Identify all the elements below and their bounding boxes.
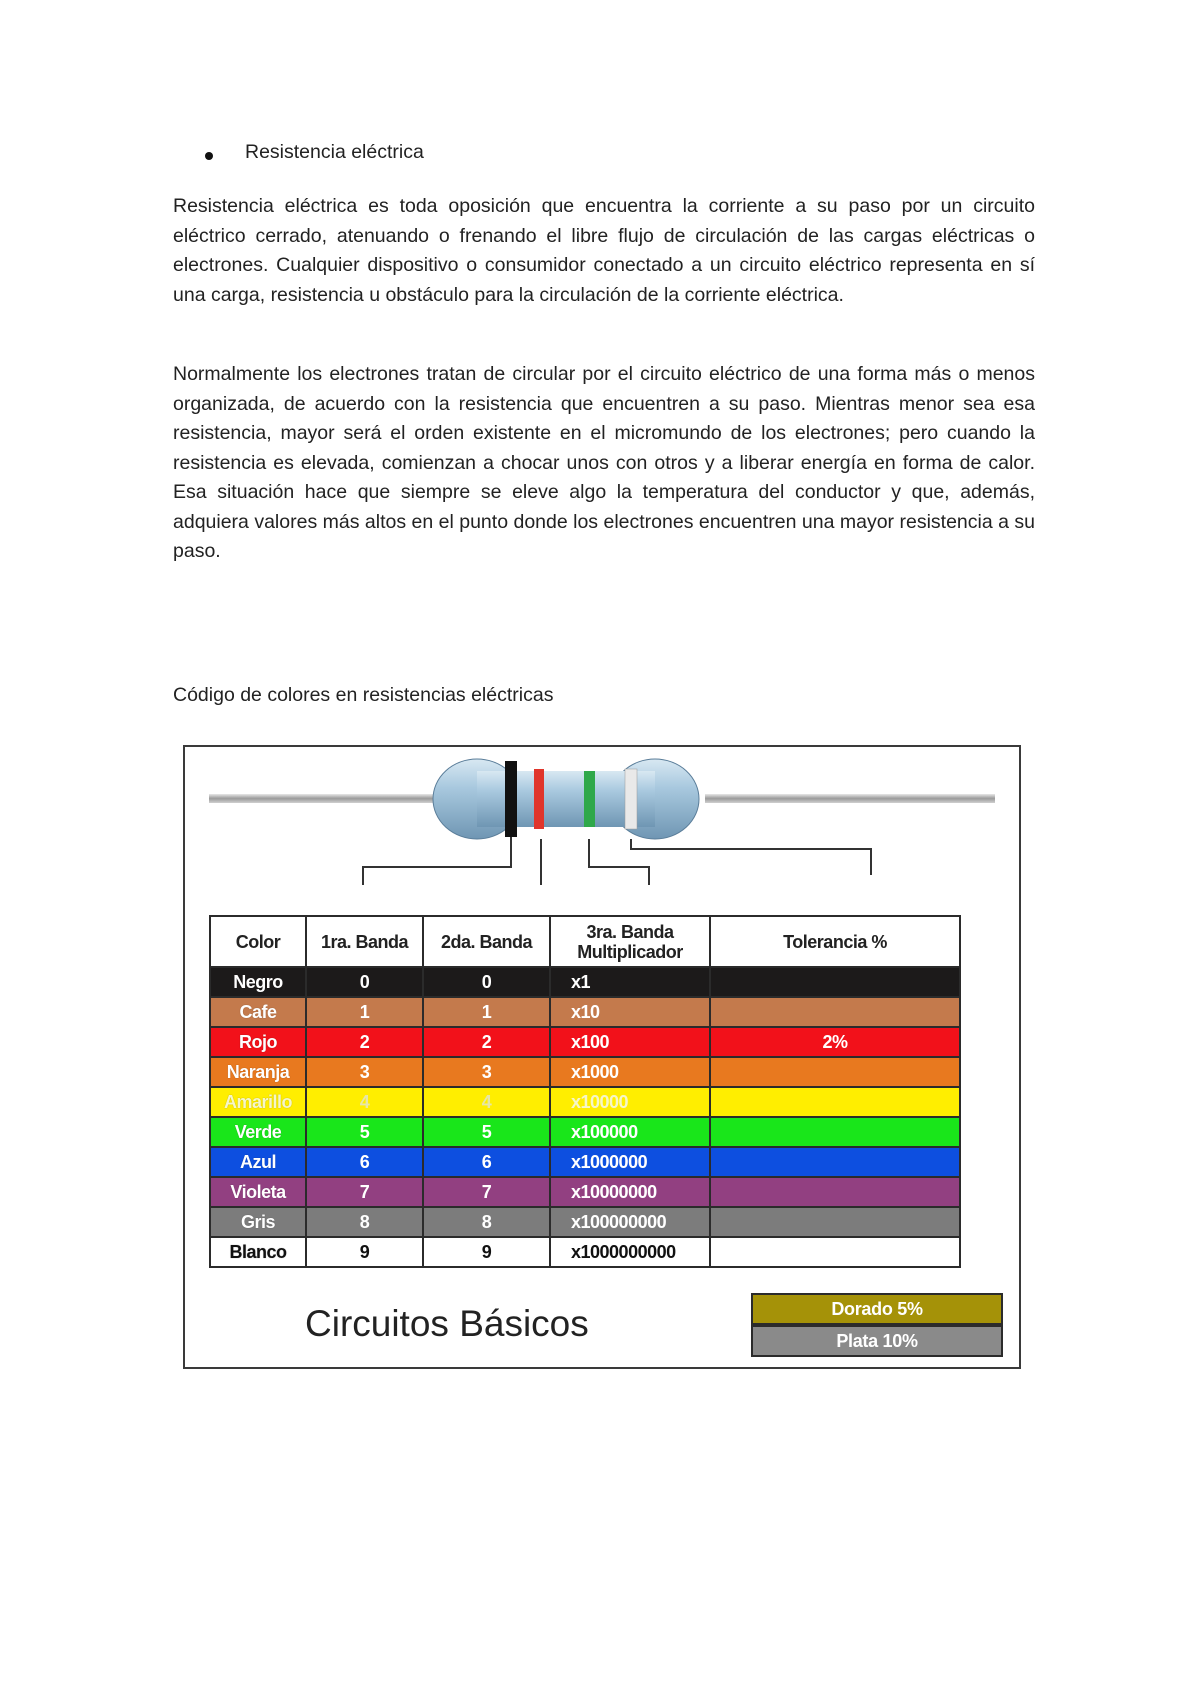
- table-row: [210, 1207, 960, 1237]
- table-row: [210, 1147, 960, 1177]
- band-silver: [625, 769, 637, 829]
- row-band-1: 2: [306, 1027, 423, 1057]
- color-code-table: [209, 915, 961, 1268]
- row-tolerance: [710, 1207, 960, 1237]
- band-pointer-lines: [363, 837, 871, 885]
- row-multiplier: x100000: [550, 1117, 710, 1147]
- row-band-1: 8: [306, 1207, 423, 1237]
- band-green: [584, 771, 595, 827]
- table-row: [210, 997, 960, 1027]
- header-tolerance: Tolerancia %: [710, 916, 960, 967]
- row-tolerance: [710, 1057, 960, 1087]
- header-band-2: 2da. Banda: [423, 916, 550, 967]
- table-row: [210, 1177, 960, 1207]
- table-row: [210, 1237, 960, 1267]
- row-tolerance: [710, 1147, 960, 1177]
- table-row: [210, 1087, 960, 1117]
- row-multiplier: x1000: [550, 1057, 710, 1087]
- resistor-body: [433, 759, 699, 839]
- row-color-name: Violeta: [210, 1177, 306, 1207]
- row-color-name: Rojo: [210, 1027, 306, 1057]
- row-color-name: Negro: [210, 967, 306, 997]
- row-multiplier: x10: [550, 997, 710, 1027]
- resistor-illustration: [185, 747, 1019, 907]
- row-color-name: Blanco: [210, 1237, 306, 1267]
- header-band-3-line1: 3ra. Banda: [586, 921, 674, 942]
- row-band-2: 4: [423, 1087, 550, 1117]
- paragraph-1: Resistencia eléctrica es toda oposición que encuentra la corriente a su paso por un circuito eléctrico cerrado, atenuando o frenando el libre flujo de circulación de las cargas eléctricas o electrones. Cualquier dispositivo o consumidor conectado a un circuito eléctrico representa en sí una carga, resistencia u obstáculo para la circulación de la corriente eléctrica.: [173, 195, 1035, 306]
- row-tolerance: 2%: [710, 1027, 960, 1057]
- tolerance-silver-label: Plata 10%: [836, 1331, 918, 1351]
- band-red: [534, 769, 544, 829]
- row-band-1: 4: [306, 1087, 423, 1117]
- row-band-2: 1: [423, 997, 550, 1027]
- band-black: [505, 761, 517, 837]
- row-multiplier: x1000000000: [550, 1237, 710, 1267]
- row-band-2: 7: [423, 1177, 550, 1207]
- table-row: [210, 1117, 960, 1147]
- row-tolerance: [710, 967, 960, 997]
- table-row: [210, 1057, 960, 1087]
- row-band-2: 9: [423, 1237, 550, 1267]
- row-color-name: Gris: [210, 1207, 306, 1237]
- row-color-name: Naranja: [210, 1057, 306, 1087]
- header-color: Color: [210, 916, 306, 967]
- tolerance-gold-label: Dorado 5%: [831, 1299, 923, 1319]
- row-multiplier: x1000000: [550, 1147, 710, 1177]
- row-band-2: 5: [423, 1117, 550, 1147]
- row-band-2: 0: [423, 967, 550, 997]
- row-band-1: 0: [306, 967, 423, 997]
- row-band-1: 6: [306, 1147, 423, 1177]
- paragraph-2: Normalmente los electrones tratan de circular por el circuito eléctrico de una forma más o menos organizada, de acuerdo con la resistencia que encuentren a su paso. Mientras menor sea esa resistencia, mayor será el orden existente en el micromundo de los electrones; pero cuando la resistencia es elevada, comienzan a chocar unos con otros y a liberar energía en forma de calor. Esa situación hace que siempre se eleve algo la temperatura del conductor y que, además, adquiera valores más altos en el punto donde los electrones encuentren una mayor resistencia a su paso.: [173, 363, 1035, 562]
- row-multiplier: x10000: [550, 1087, 710, 1117]
- bullet-heading-label: Resistencia eléctrica: [245, 141, 424, 163]
- row-band-1: 3: [306, 1057, 423, 1087]
- header-band-3: [550, 916, 710, 967]
- color-code-figure: [183, 745, 1021, 1369]
- row-color-name: Amarillo: [210, 1087, 306, 1117]
- row-tolerance: [710, 1117, 960, 1147]
- row-tolerance: [710, 997, 960, 1027]
- brand-title: Circuitos Básicos: [305, 1303, 589, 1344]
- tolerance-gold: [751, 1293, 1003, 1325]
- table-row: [210, 967, 960, 997]
- row-color-name: Cafe: [210, 997, 306, 1027]
- row-multiplier: x100000000: [550, 1207, 710, 1237]
- row-tolerance: [710, 1087, 960, 1117]
- row-multiplier: x1: [550, 967, 710, 997]
- row-color-name: Azul: [210, 1147, 306, 1177]
- header-band-1: 1ra. Banda: [306, 916, 423, 967]
- row-band-2: 6: [423, 1147, 550, 1177]
- bullet-dot-icon: [205, 152, 213, 160]
- row-band-1: 5: [306, 1117, 423, 1147]
- row-band-1: 9: [306, 1237, 423, 1267]
- row-multiplier: x10000000: [550, 1177, 710, 1207]
- tolerance-silver: [751, 1325, 1003, 1357]
- header-band-3-line2: Multiplicador: [577, 941, 683, 962]
- table-header-row: [210, 916, 960, 967]
- row-band-1: 1: [306, 997, 423, 1027]
- row-band-1: 7: [306, 1177, 423, 1207]
- row-multiplier: x100: [550, 1027, 710, 1057]
- row-band-2: 3: [423, 1057, 550, 1087]
- row-band-2: 8: [423, 1207, 550, 1237]
- row-color-name: Verde: [210, 1117, 306, 1147]
- section-caption: Código de colores en resistencias eléctricas: [173, 684, 554, 706]
- row-band-2: 2: [423, 1027, 550, 1057]
- row-tolerance: [710, 1237, 960, 1267]
- row-tolerance: [710, 1177, 960, 1207]
- table-row: [210, 1027, 960, 1057]
